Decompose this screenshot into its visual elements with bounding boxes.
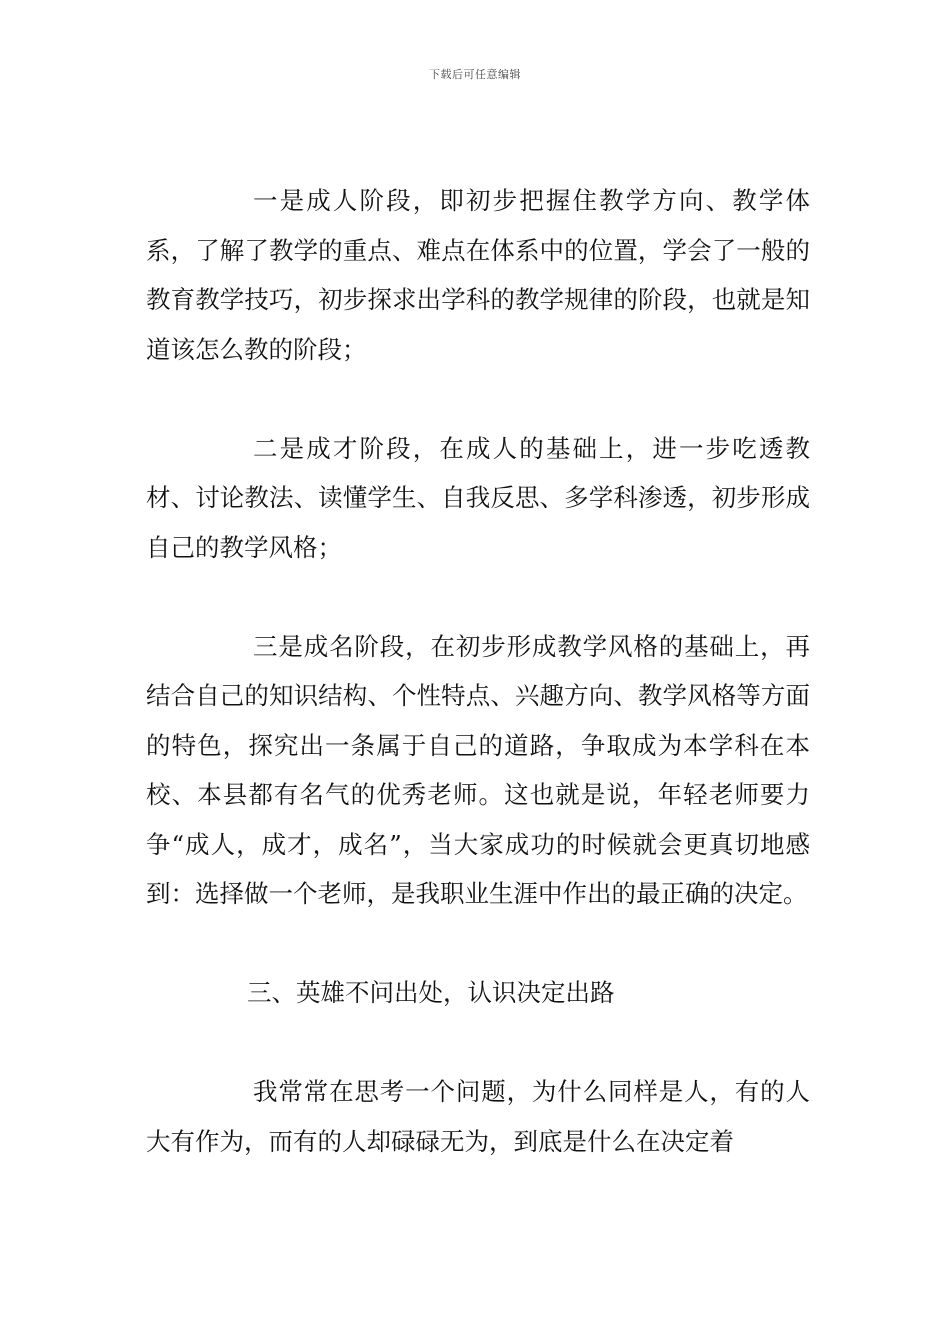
paragraph-spacer <box>146 572 810 622</box>
paragraph-stage-one: 一是成人阶段，即初步把握住教学方向、教学体系，了解了教学的重点、难点在体系中的位置，学会了一般的教育教学技巧，初步探求出学科的教学规律的阶段，也就是知道该怎么教的阶段； <box>146 186 810 364</box>
paragraph-spacer <box>146 1018 810 1068</box>
paragraph-stage-three: 三是成名阶段，在初步形成教学风格的基础上，再结合自己的知识结构、个性特点、兴趣方向、教学风格等方面的特色，探究出一条属于自己的道路，争取成为本学科在本校、本县都有名气的优秀老师。这也就是说，年轻老师要力争“成人，成才，成名”，当大家成功的时候就会更真切地感到：选择做一个老师，是我职业生涯中作出的最正确的决定。 <box>146 631 810 908</box>
header-note: 下载后可任意编辑 <box>429 68 521 81</box>
paragraph-stage-two: 二是成才阶段，在成人的基础上，进一步吃透教材、讨论教法、读懂学生、自我反思、多学科渗透，初步形成自己的教学风格； <box>146 433 810 562</box>
paragraph-spacer <box>146 919 810 969</box>
document-body <box>146 176 810 1166</box>
section-heading: 三、英雄不问出处，认识决定出路 <box>247 978 615 1007</box>
paragraph-spacer <box>146 374 810 424</box>
paragraph-question: 我常常在思考一个问题，为什么同样是人，有的人大有作为，而有的人却碌碌无为，到底是什么在决定着 <box>146 1077 810 1156</box>
